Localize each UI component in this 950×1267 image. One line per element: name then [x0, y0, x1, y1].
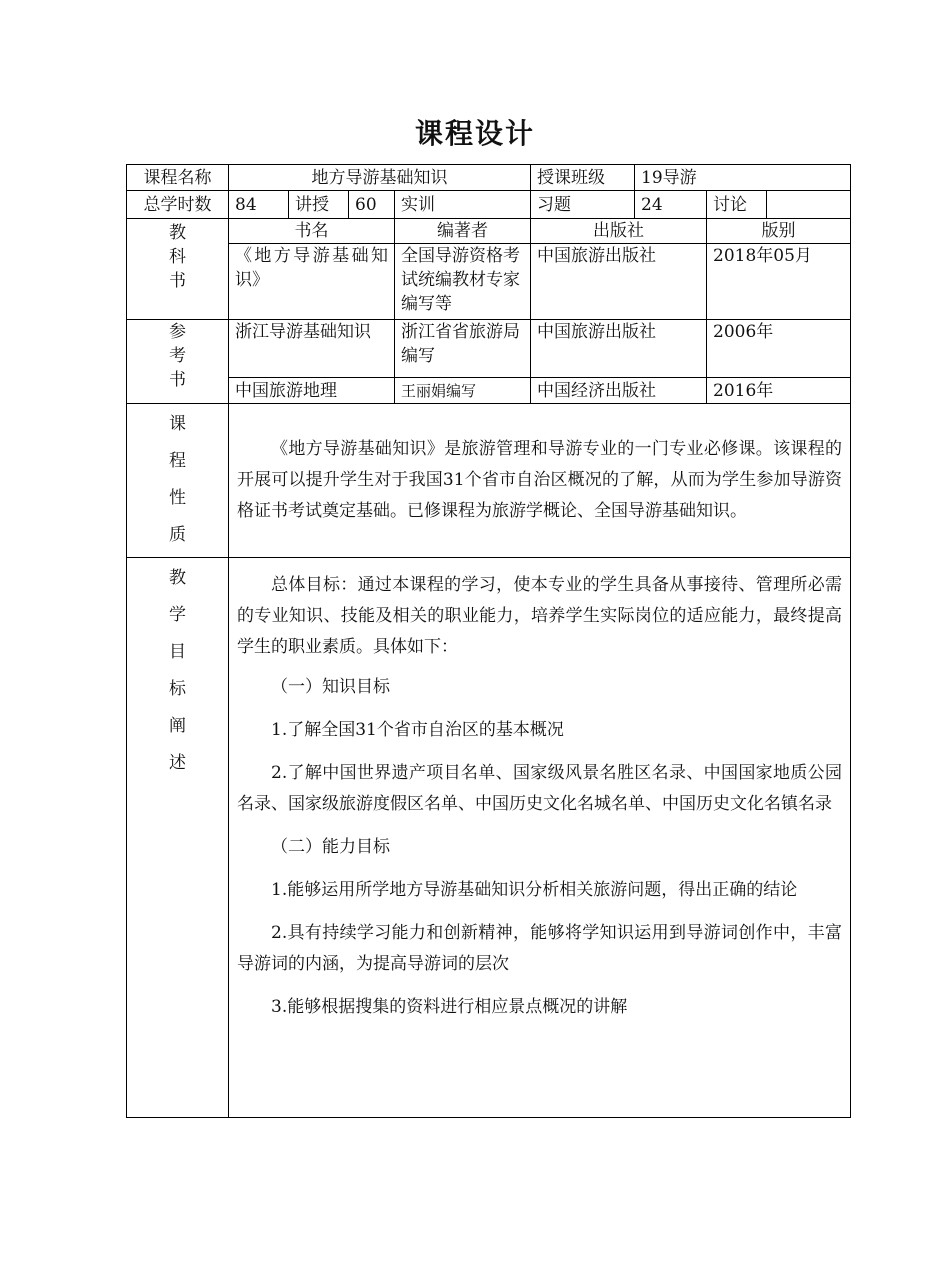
- textbook-author: 全国导游资格考试统编教材专家编写等: [395, 244, 531, 320]
- textbook-edition: 2018年05月: [707, 244, 851, 320]
- header-book-name: 书名: [229, 219, 395, 244]
- textbook-label: 教 科 书: [127, 219, 229, 320]
- class-value: 19导游: [635, 165, 851, 191]
- page-title: 课程设计: [414, 117, 535, 150]
- course-design-table: [126, 164, 851, 1118]
- header-publisher: 出版社: [531, 219, 707, 244]
- reference-2-publisher: 中国经济出版社: [531, 378, 707, 404]
- ability-item: 1.能够运用所学地方导游基础知识分析相关旅游问题，得出正确的结论: [271, 880, 798, 900]
- total-hours-label: 总学时数: [127, 191, 229, 219]
- nature-text: 《地方导游基础知识》是旅游管理和导游专业的一门专业必修课。该课程的开展可以提升学生对于我国31个省市自治区概况的了解，从而为学生参加导游资格证书考试奠定基础。已修课程为旅游学概论、全国导游基础知识。: [237, 439, 843, 521]
- objectives-label: 教 学 目 标 阐 述: [127, 558, 229, 1118]
- exercise-label: 习题: [531, 191, 635, 219]
- reference-1-edition: 2006年: [707, 320, 851, 378]
- nature-label: 课 程 性 质: [127, 404, 229, 558]
- objectives-overall: 总体目标：通过本课程的学习，使本专业的学生具备从事接待、管理所必需的专业知识、技能及相关的职业能力，培养学生实际岗位的适应能力，最终提高学生的职业素质。具体如下：: [237, 575, 843, 657]
- discussion-value: [767, 191, 851, 219]
- reference-1-author: 浙江省省旅游局编写: [395, 320, 531, 378]
- course-name-value: 地方导游基础知识: [229, 165, 531, 191]
- header-author: 编著者: [395, 219, 531, 244]
- reference-label: 参 考 书: [127, 320, 229, 404]
- reference-1-publisher: 中国旅游出版社: [531, 320, 707, 378]
- total-hours-value: 84: [229, 191, 289, 219]
- reference-2-author: 王丽娟编写: [395, 378, 531, 404]
- objectives-cell: [229, 558, 851, 1118]
- reference-1-name: 浙江导游基础知识: [229, 320, 395, 378]
- knowledge-item: 1.了解全国31个省市自治区的基本概况: [271, 720, 564, 740]
- class-label: 授课班级: [531, 165, 635, 191]
- lecture-label: 讲授: [289, 191, 349, 219]
- reference-2-edition: 2016年: [707, 378, 851, 404]
- ability-item: 2.具有持续学习能力和创新精神，能够将学知识运用到导游词创作中，丰富导游词的内涵，为提高导游词的层次: [237, 923, 843, 974]
- textbook-publisher: 中国旅游出版社: [531, 244, 707, 320]
- ability-heading: （二）能力目标: [271, 837, 390, 857]
- header-edition: 版别: [707, 219, 851, 244]
- discussion-label: 讨论: [707, 191, 767, 219]
- ability-item: 3.能够根据搜集的资料进行相应景点概况的讲解: [271, 997, 628, 1017]
- knowledge-item: 2.了解中国世界遗产项目名单、国家级风景名胜区名录、中国国家地质公园名录、国家级旅游度假区名单、中国历史文化名城名单、中国历史文化名镇名录: [237, 763, 843, 814]
- knowledge-heading: （一）知识目标: [271, 677, 390, 697]
- practice-label: 实训: [401, 194, 435, 215]
- exercise-value: 24: [635, 191, 707, 219]
- lecture-value: 60: [349, 191, 395, 219]
- practice-cell: [395, 191, 531, 219]
- reference-2-name: 中国旅游地理: [229, 378, 395, 404]
- course-name-label: 课程名称: [127, 165, 229, 191]
- nature-text-cell: [229, 404, 851, 558]
- textbook-name: 《地方导游基础知识》: [229, 244, 395, 320]
